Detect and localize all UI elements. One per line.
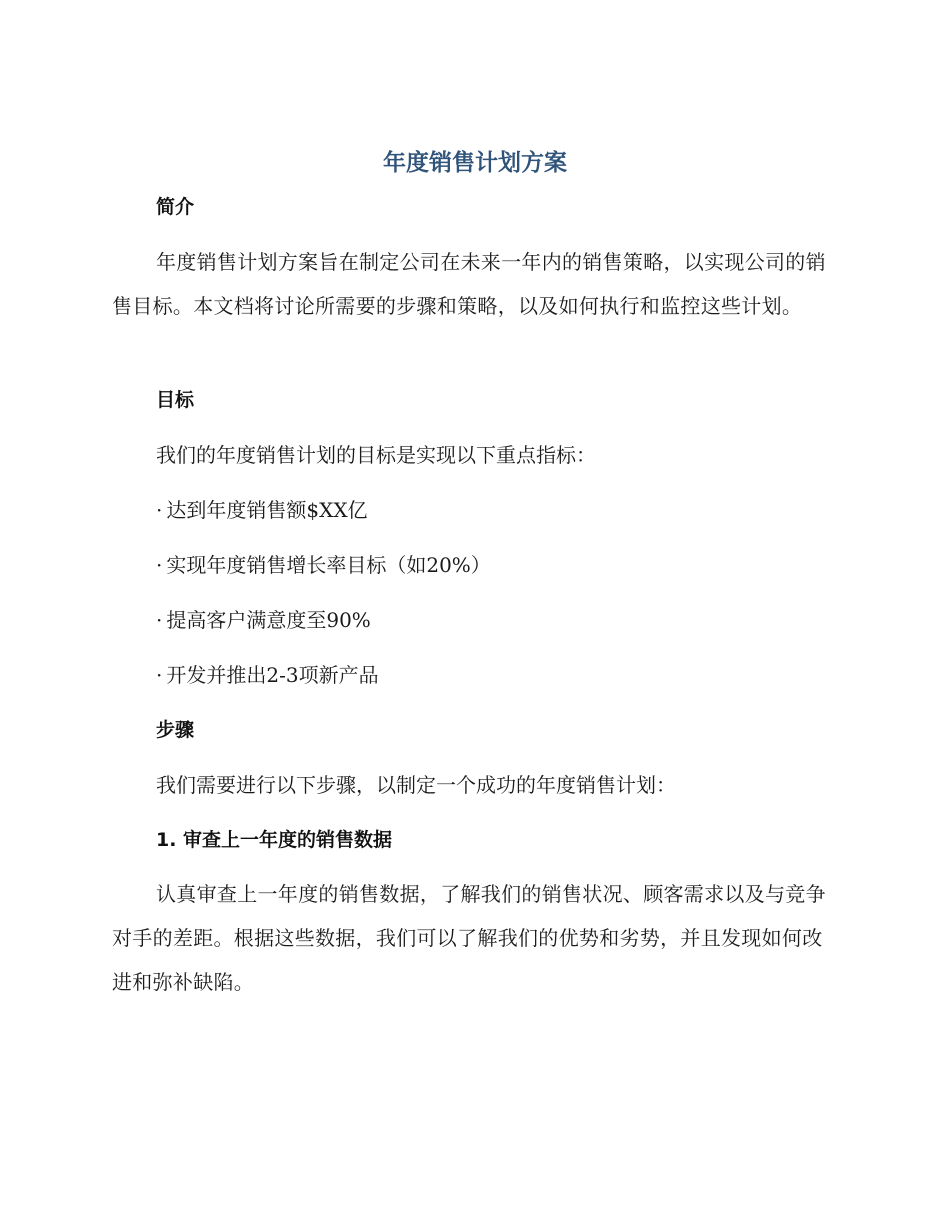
section-heading-intro: 简介 xyxy=(156,196,195,218)
bullet-icon: · xyxy=(156,663,163,687)
intro-paragraph: 年度销售计划方案旨在制定公司在未来一年内的销售策略，以实现公司的销售目标。本文档将讨论所需要的步骤和策略，以及如何执行和监控这些计划。 xyxy=(112,250,826,318)
bullet-icon: · xyxy=(156,553,163,577)
list-item xyxy=(156,495,368,525)
list-item xyxy=(156,660,379,690)
list-item-text: 开发并推出2-3项新产品 xyxy=(166,663,379,687)
step1-paragraph: 认真审查上一年度的销售数据，了解我们的销售状况、顾客需求以及与竞争对手的差距。根据这些数据，我们可以了解我们的优势和劣势，并且发现如何改进和弥补缺陷。 xyxy=(112,882,826,994)
document-title: 年度销售计划方案 xyxy=(383,150,567,176)
section-heading-steps: 步骤 xyxy=(156,719,195,741)
bullet-icon: · xyxy=(156,498,163,522)
list-item-text: 实现年度销售增长率目标（如20%） xyxy=(166,553,491,577)
bullet-icon: · xyxy=(156,608,163,632)
step-heading-1: 1. 审查上一年度的销售数据 xyxy=(156,829,393,851)
goals-lead-text: 我们的年度销售计划的目标是实现以下重点指标： xyxy=(156,443,596,467)
list-item xyxy=(156,550,491,580)
list-item-text: 提高客户满意度至90% xyxy=(166,608,371,632)
steps-lead-text: 我们需要进行以下步骤，以制定一个成功的年度销售计划： xyxy=(156,773,676,797)
section-heading-goals: 目标 xyxy=(156,389,195,411)
list-item-text: 达到年度销售额$XX亿 xyxy=(166,498,368,522)
list-item xyxy=(156,605,371,635)
